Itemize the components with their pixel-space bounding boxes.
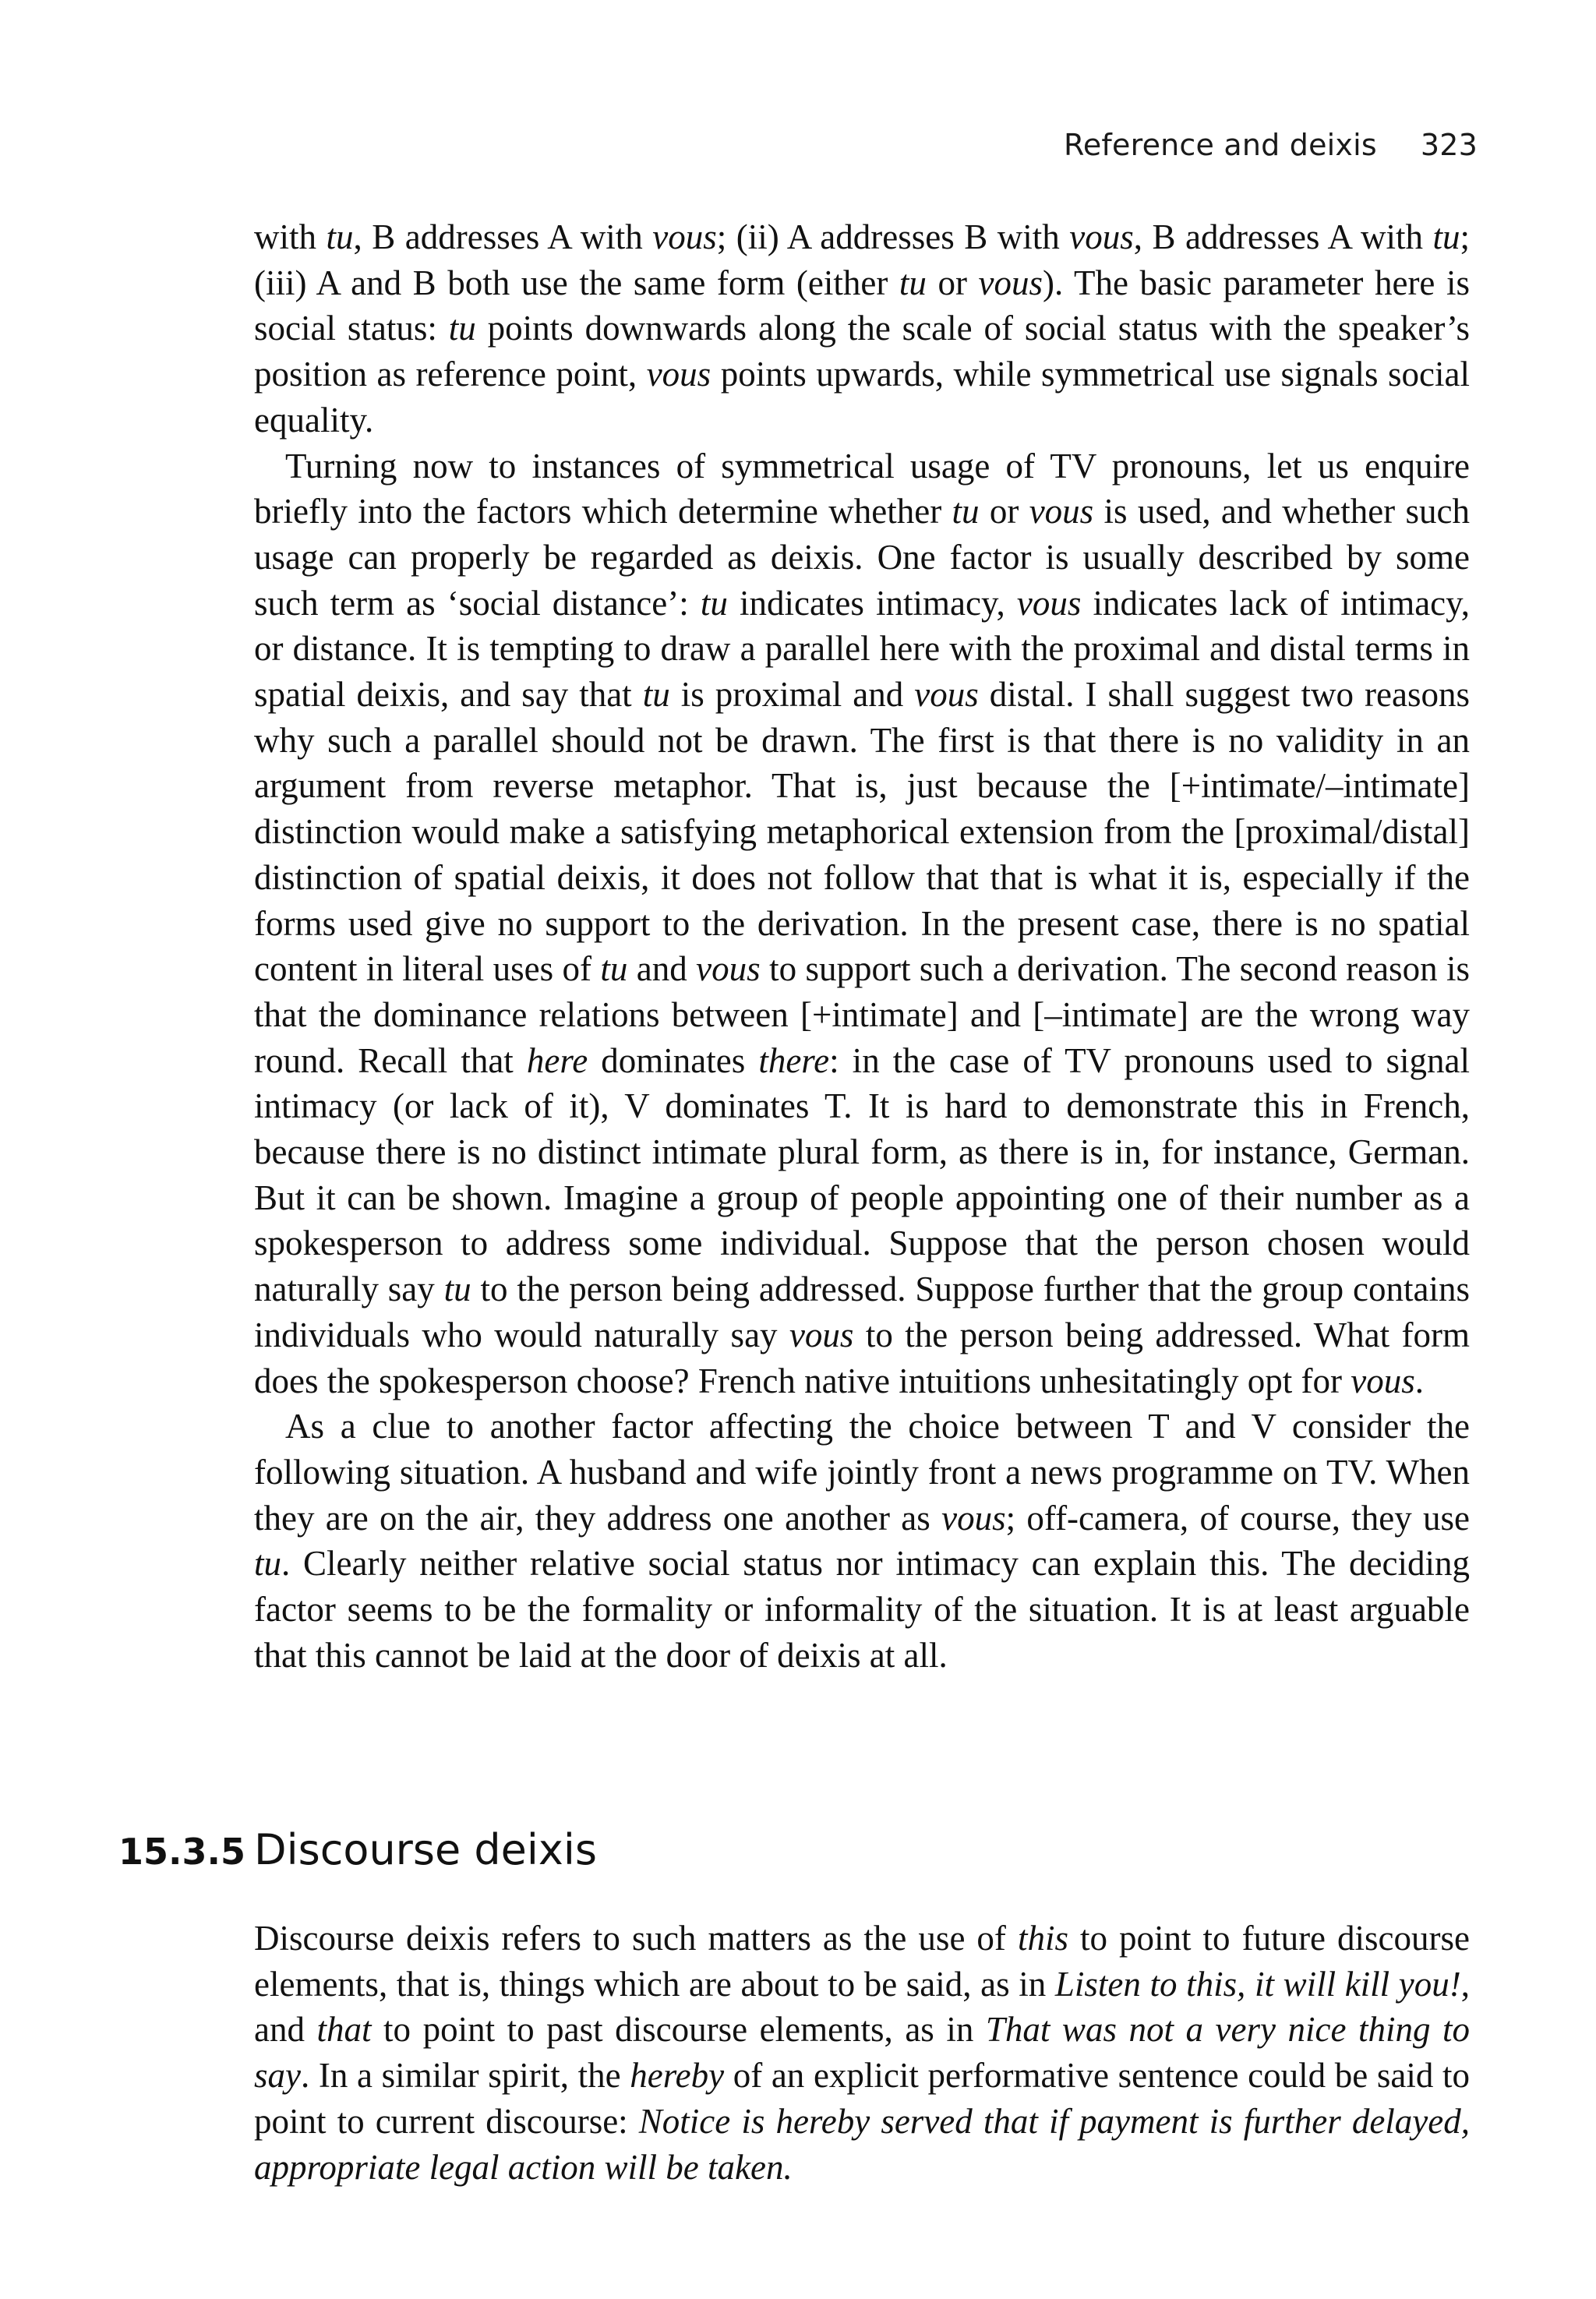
text-run: As a clue to another factor affecting the choice between T and V consider the following situation. A husband and wife jointly front a news programme on TV. When they are on the air, they address one another as	[254, 1407, 1470, 1538]
paragraph-formality	[254, 1404, 1470, 1678]
italic-text: tu	[326, 217, 354, 256]
italic-text: tu	[1432, 217, 1460, 256]
text-run: dominates	[588, 1040, 759, 1080]
italic-text: vous	[941, 1498, 1006, 1538]
text-run: , B addresses A with	[353, 217, 653, 256]
text-run: with	[254, 217, 327, 256]
italic-text: vous	[1351, 1361, 1415, 1400]
text-run: . Clearly neither relative social status nor intimacy can explain this. The deciding factor seems to be the formality or informality of the situation. It is at least arguable that this cannot be laid at the door of deixis at all.	[254, 1544, 1470, 1675]
running-head-title: Reference and deixis	[1063, 128, 1377, 162]
text-run: ; (ii) A addresses B with	[716, 217, 1070, 256]
paragraph-continuation	[254, 214, 1470, 443]
italic-text: tu	[254, 1544, 282, 1584]
text-run: , and	[254, 1964, 1470, 2050]
italic-text: vous	[789, 1315, 854, 1354]
paragraph-discourse-deixis	[254, 1916, 1470, 2190]
text-run: Discourse deixis refers to such matters as the use of	[254, 1919, 1018, 1958]
text-run: to the person being addressed. Suppose further that the group contains individuals who would naturally say	[254, 1270, 1470, 1354]
text-run: to point to past discourse elements, as in	[371, 2010, 986, 2050]
body-text	[254, 214, 1470, 1679]
italic-text: this	[1017, 1919, 1068, 1958]
text-run: ; (iii) A and B both use the same form (either	[254, 217, 1470, 302]
italic-text: Listen to this, it will kill you!	[1054, 1964, 1461, 2004]
text-run: indicates lack of intimacy, or distance. It is tempting to draw a parallel here with the proximal and distal terms in spatial deixis, and say that	[254, 583, 1470, 715]
italic-text: vous	[696, 949, 761, 989]
italic-text: That was not a very nice thing to say	[254, 2010, 1470, 2096]
text-run: is proximal and	[669, 675, 915, 715]
section-body	[254, 1916, 1470, 2190]
italic-text: tu	[443, 1270, 471, 1309]
text-run: points downwards along the scale of social status with the speaker’s position as reference point,	[254, 309, 1471, 394]
text-run: to the person being addressed. What form does the spokesperson choose? French native intuitions unhesitatingly opt for	[254, 1315, 1471, 1400]
italic-text: that	[316, 2010, 372, 2050]
italic-text: vous	[646, 355, 711, 394]
italic-text: there	[758, 1040, 830, 1080]
section-number: 15.3.5	[118, 1831, 245, 1873]
text-run: or	[979, 492, 1029, 531]
italic-text: vous	[1069, 217, 1134, 256]
text-run: , B addresses A with	[1133, 217, 1433, 256]
italic-text: hereby	[630, 2056, 725, 2096]
text-run: : in the case of TV pronouns used to signal intimacy (or lack of it), V dominates T. It is hard to demonstrate this in French, because there is no distinct intimate plural form, as there is in, for instance, German. But it can be shown. Imagine a group of people appointing one of their number as a spokesperson to address some individual. Suppose that the person chosen would naturally say	[254, 1040, 1471, 1309]
text-run: of an explicit performative sentence could be said to point to current discourse:	[254, 2056, 1470, 2141]
text-run: ). The basic parameter here is social status:	[254, 263, 1470, 348]
running-head	[1064, 128, 1478, 162]
text-run: is used, and whether such usage can properly be regarded as deixis. One factor is usually described by some such term as ‘social distance’:	[254, 492, 1470, 623]
italic-text: vous	[1016, 583, 1082, 623]
text-run: to point to future discourse elements, that is, things which are about to be said, as in	[254, 1919, 1471, 2004]
page-number: 323	[1420, 128, 1478, 162]
italic-text: vous	[978, 263, 1043, 302]
section-title: Discourse deixis	[254, 1825, 597, 1874]
italic-text: vous	[652, 217, 717, 256]
italic-text: vous	[1029, 492, 1094, 531]
text-run: . In a similar spirit, the	[301, 2056, 630, 2096]
italic-text: tu	[642, 675, 670, 715]
italic-text: tu	[952, 492, 980, 531]
text-run: ; off-camera, of course, they use	[1005, 1498, 1470, 1538]
text-run: to support such a derivation. The second reason is that the dominance relations between [+intimate] and [–intimate] are the wrong way round. Recall that	[254, 949, 1470, 1080]
text-run: points upwards, while symmetrical use signals social equality.	[254, 355, 1470, 440]
text-run: Turning now to instances of symmetrical usage of TV pronouns, let us enquire briefly into the factors which determine whether	[254, 446, 1470, 531]
paragraph-symmetrical-usage	[254, 443, 1470, 1404]
section-heading	[118, 1825, 597, 1874]
italic-text: vous	[914, 675, 979, 715]
italic-text: tu	[600, 949, 628, 989]
text-run: distal. I shall suggest two reasons why such a parallel should not be drawn. The first is that there is no validity in an argument from reverse metaphor. That is, just because the [+intimate/–intimate] distinction would make a satisfying metaphorical extension from the [proximal/distal] distinction of spatial deixis, it does not follow that that is what it is, especially if the forms used give no support to the derivation. In the present case, there is no spatial content in literal uses of	[254, 675, 1470, 989]
text-run: .	[1414, 1361, 1424, 1400]
italic-text: Notice is hereby served that if payment is further delayed, appropriate legal action will be taken.	[254, 2101, 1470, 2187]
text-run: indicates intimacy,	[727, 583, 1017, 623]
italic-text: tu	[899, 263, 927, 302]
italic-text: tu	[448, 309, 476, 348]
italic-text: here	[526, 1040, 588, 1080]
text-run: and	[627, 949, 697, 989]
italic-text: tu	[700, 583, 728, 623]
text-run: or	[926, 263, 979, 302]
